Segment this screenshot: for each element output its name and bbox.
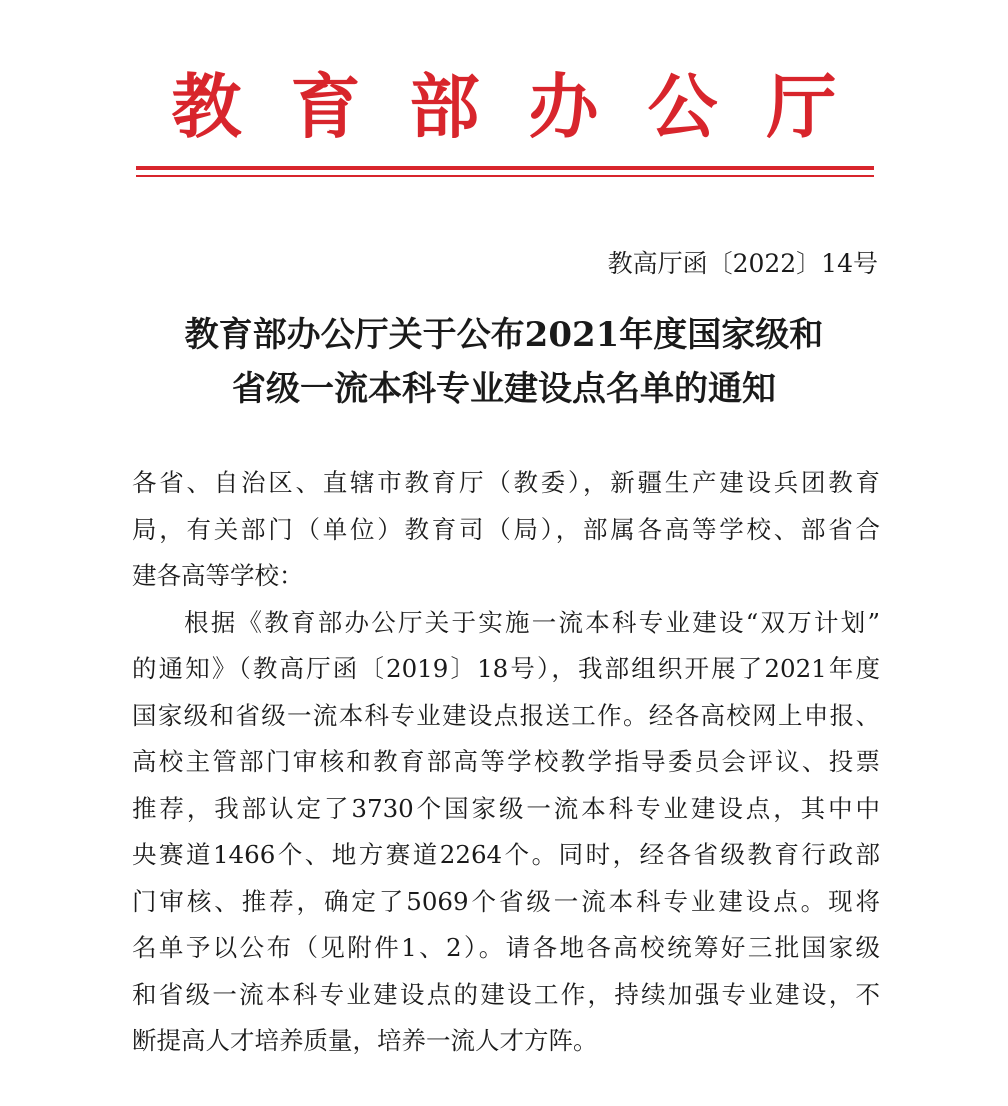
body-line: 各省、自治区、直辖市教育厅（教委），新疆生产建设兵团教育	[132, 468, 880, 497]
header-rule-thick	[136, 166, 874, 170]
body-line: 门审核、推荐，确定了5069个省级一流本科专业建设点。现将	[132, 886, 880, 916]
document-title-line: 教育部办公厅关于公布2021年度国家级和	[184, 315, 824, 355]
body-line: 名单予以公布（见附件1、2）。请各地各高校统筹好三批国家级	[132, 933, 880, 962]
body-line: 国家级和省级一流本科专业建设点报送工作。经各高校网上申报、	[132, 700, 880, 730]
header-rule-thin	[136, 175, 874, 177]
body-line: 根据《教育部办公厅关于实施一流本科专业建设“双万计划”	[184, 607, 880, 637]
document-body	[132, 460, 880, 1065]
issuer-header: 教育部办公厅	[171, 66, 886, 148]
body-line: 高校主管部门审核和教育部高等学校教学指导委员会评议、投票	[132, 747, 880, 776]
body-line: 推荐，我部认定了3730个国家级一流本科专业建设点，其中中	[132, 793, 880, 823]
body-line: 央赛道1466个、地方赛道2264个。同时，经各省级教育行政部	[132, 840, 880, 869]
document-title	[0, 308, 1008, 416]
document-title-line: 省级一流本科专业建设点名单的通知	[232, 369, 776, 409]
body-line: 局，有关部门（单位）教育司（局），部属各高等学校、部省合	[132, 514, 880, 544]
body-line: 建各高等学校：	[132, 561, 304, 590]
body-line: 的通知》（教高厅函〔2019〕18号），我部组织开展了2021年度	[132, 654, 880, 683]
masthead	[0, 62, 1008, 152]
document-number: 教高厅函〔2022〕14号	[607, 249, 878, 278]
body-line: 断提高人才培养质量，培养一流人才方阵。	[132, 1026, 598, 1055]
body-line: 和省级一流本科专业建设点的建设工作，持续加强专业建设，不	[132, 979, 880, 1009]
